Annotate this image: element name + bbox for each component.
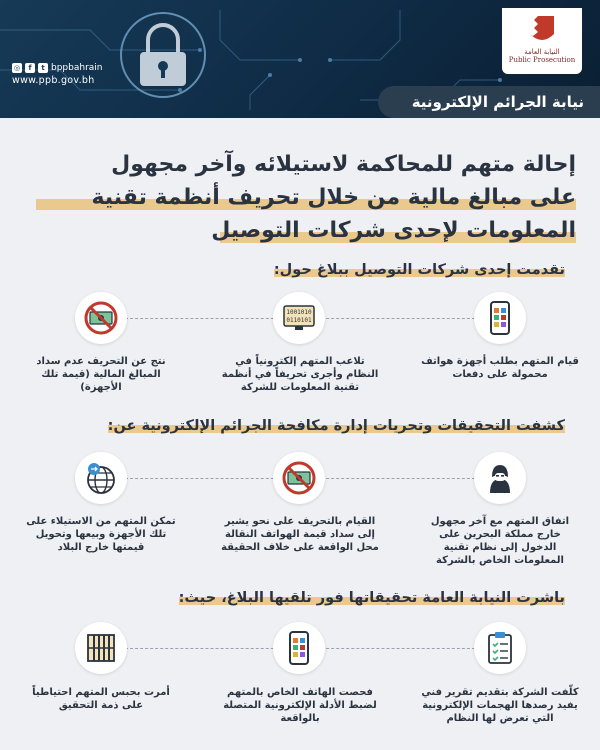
website-link[interactable]: www.ppb.gov.bh [12,75,95,86]
jail-icon [75,622,127,674]
item-description: قيام المتهم بطلب أجهزة هواتف محمولة على دفعات [421,356,579,380]
item-description: تلاعب المتهم إلكترونياً في النظام وأجرى تحريفاً في أنظمة تقنية المعلومات للشركة [221,356,379,393]
lock-icon [121,13,205,97]
logo-english-text: Public Prosecution [508,56,576,64]
public-prosecution-logo [502,8,582,74]
checklist-icon [474,622,526,674]
social-block [12,63,103,86]
svg-text:0110101: 0110101 [286,317,312,324]
title-line-highlighted: المعلومات لإحدى شركات التوصيل [211,218,576,243]
item-description: القيام بالتحريف على نحو يشير إلى سداد قيمة الهواتف النقالة محل الواقعة على خلاف الحقيقة [221,516,379,553]
section-heading: كشفت التحقيقات وتحريات إدارة مكافحة الجرائم الإلكترونية عن: [107,418,565,434]
phone-app-icon [273,622,325,674]
hacker-icon [474,452,526,504]
title-line-highlighted: على مبالغ مالية من خلال تحريف أنظمة تقنية [36,181,576,214]
item-description: فحصت الهاتف الخاص بالمتهم لضبط الأدلة الإلكترونية المتصلة بالواقعة [223,687,377,724]
item-description: اتفاق المتهم مع آخر مجهول خارج مملكة البحرين على الدخول إلى نظام تقنية المعلومات الخاص بالشركة [430,516,570,566]
no-money-icon [75,292,127,344]
social-handle[interactable]: bppbahrain [51,63,103,73]
svg-text:1001010: 1001010 [286,309,312,316]
title-line: إحالة متهم للمحاكمة لاستيلائه وآخر مجهول [111,152,576,177]
instagram-icon[interactable]: ◎ [13,64,21,72]
page-title [36,148,576,247]
twitter-icon[interactable]: t [38,63,48,73]
section-heading: تقدمت إحدى شركات التوصيل ببلاغ حول: [273,262,565,278]
globe-transfer-icon [75,452,127,504]
item-description: تمكن المتهم من الاستيلاء على تلك الأجهزة وبيعها وتحويل قيمتها خارج البلاد [26,516,176,553]
emblem-icon [528,14,556,46]
facebook-icon[interactable]: f [25,63,35,73]
department-banner: نيابة الجرائم الإلكترونية [378,86,600,118]
item-description: أمرت بحبس المتهم احتياطياً على ذمة التحقيق [32,687,170,711]
phone-app-icon [474,292,526,344]
binary-code-icon [273,292,325,344]
item-description: كلّفت الشركة بتقديم تقرير فني يفيد رصدها الهجمات الإلكترونية التي تعرض لها النظام [421,687,579,724]
section-heading: باشرت النيابة العامة تحقيقاتها فور تلقيها البلاغ، حيث: [178,590,565,606]
header [0,0,600,118]
no-money-icon [273,452,325,504]
logo-arabic-text: النيابة العامة [524,48,560,56]
item-description: نتج عن التحريف عدم سداد المبالغ المالية (قيمة تلك الأجهزة) [36,356,166,393]
